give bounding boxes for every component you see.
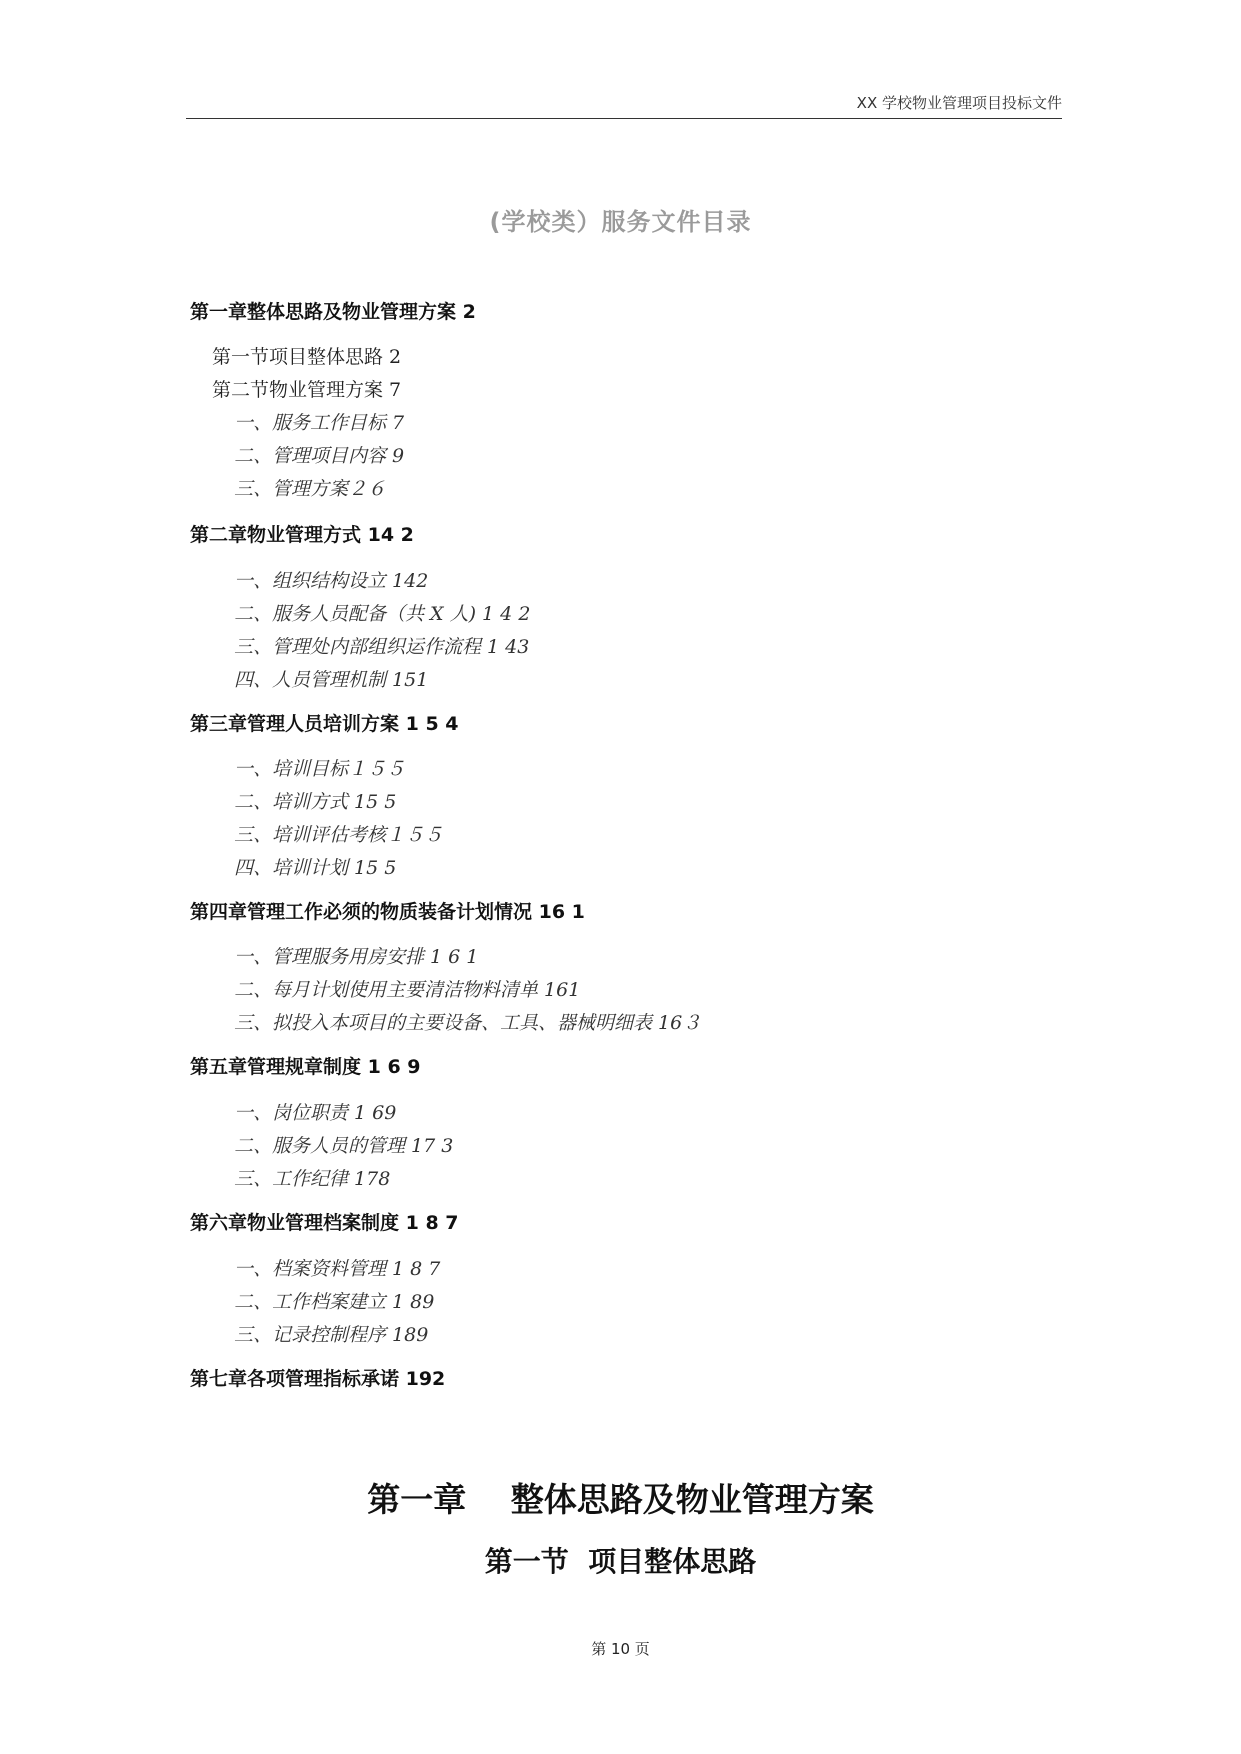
- toc-item[interactable]: 二、管理项目内容 9: [234, 445, 405, 467]
- toc-item[interactable]: 四、人员管理机制 151: [234, 669, 429, 691]
- toc-chapter-2[interactable]: 第二章物业管理方式 14 2: [190, 524, 414, 546]
- toc-chapter-7[interactable]: 第七章各项管理指标承诺 192: [190, 1368, 446, 1390]
- toc-title: (学校类）服务文件目录: [489, 208, 752, 236]
- toc-item[interactable]: 二、工作档案建立 1 89: [234, 1291, 435, 1313]
- section-heading: 第一节 项目整体思路: [484, 1545, 757, 1578]
- toc-chapter-1[interactable]: 第一章整体思路及物业管理方案 2: [190, 301, 476, 323]
- toc-item[interactable]: 三、拟投入本项目的主要设备、工具、器械明细表 16３: [234, 1012, 702, 1034]
- toc-item[interactable]: 二、每月计划使用主要清洁物料清单 161: [234, 979, 581, 1001]
- page-number: 第 10 页: [591, 1640, 650, 1658]
- toc-item[interactable]: 三、管理处内部组织运作流程 1 43: [234, 636, 530, 658]
- toc-item[interactable]: 二、服务人员的管理 17 3: [234, 1135, 454, 1157]
- toc-chapter-4[interactable]: 第四章管理工作必须的物质装备计划情况 16 1: [190, 901, 585, 923]
- toc-item[interactable]: 一、培训目标１５５: [234, 758, 406, 780]
- toc-section-1-2[interactable]: 第二节物业管理方案 7: [212, 379, 402, 401]
- toc-item[interactable]: 一、岗位职责 1 69: [234, 1102, 397, 1124]
- toc-chapter-3[interactable]: 第三章管理人员培训方案 1 5 4: [190, 713, 459, 735]
- toc-item[interactable]: 一、管理服务用房安排 1 6 1: [234, 946, 479, 968]
- toc-item[interactable]: 三、管理方案２６: [234, 478, 387, 500]
- header-title: XX 学校物业管理项目投标文件: [856, 94, 1062, 112]
- toc-section-1-1[interactable]: 第一节项目整体思路 2: [212, 346, 402, 368]
- toc-item[interactable]: 三、记录控制程序 189: [234, 1324, 429, 1346]
- toc-item[interactable]: 二、培训方式 15 5: [234, 791, 397, 813]
- toc-item[interactable]: 四、培训计划 15 5: [234, 857, 397, 879]
- toc-item[interactable]: 一、服务工作目标 7: [234, 412, 405, 434]
- toc-chapter-6[interactable]: 第六章物业管理档案制度 1 8 7: [190, 1212, 459, 1234]
- toc-item[interactable]: 三、工作纪律 178: [234, 1168, 391, 1190]
- toc-item[interactable]: 一、档案资料管理 1 8 7: [234, 1258, 441, 1280]
- toc-item[interactable]: 一、组织结构设立 142: [234, 570, 429, 592]
- toc-item[interactable]: 三、培训评估考核１５５: [234, 824, 444, 846]
- toc-item[interactable]: 二、服务人员配备（共 X 人) 1 4 2: [234, 603, 531, 625]
- toc-chapter-5[interactable]: 第五章管理规章制度 1 6 9: [190, 1056, 421, 1078]
- chapter-heading: 第一章 整体思路及物业管理方案: [367, 1480, 874, 1519]
